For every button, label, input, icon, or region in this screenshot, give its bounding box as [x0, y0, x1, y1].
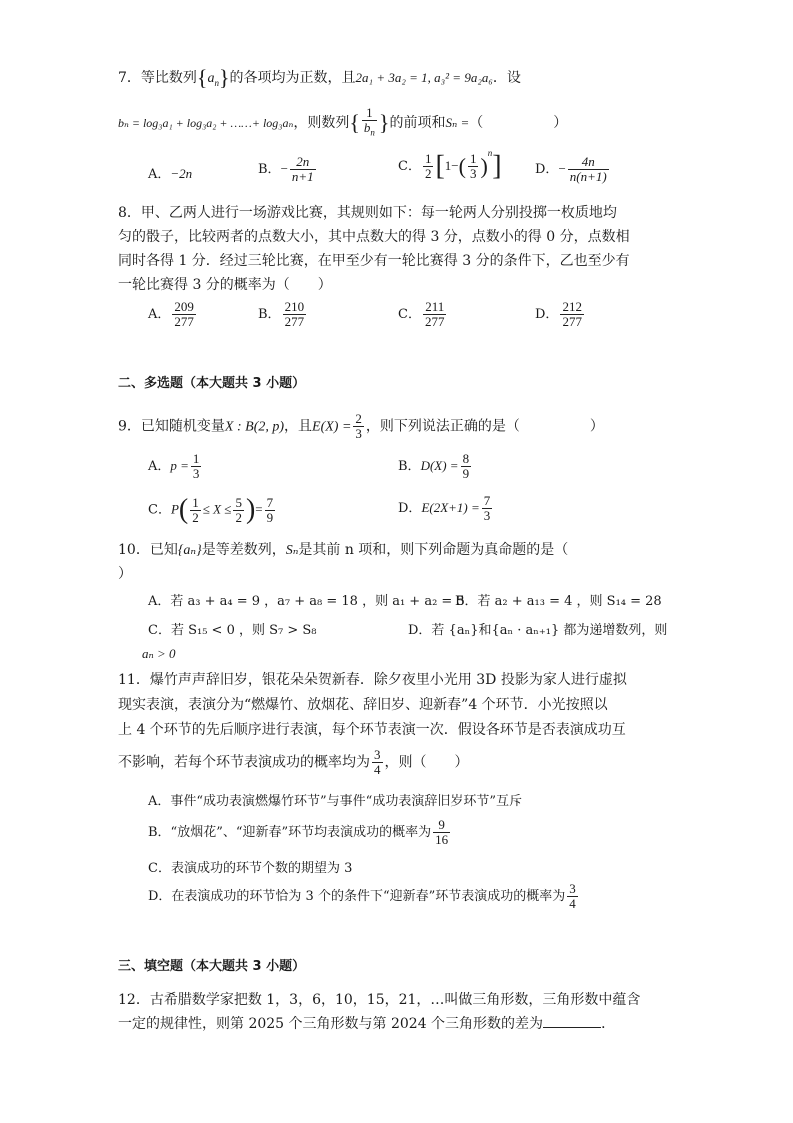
q7-stem-mid2: ，则数列 — [293, 114, 350, 131]
q8-line3: 同时各得 1 分．经过三轮比赛，在甲至少有一轮比赛得 3 分的条件下，乙也至少有 — [118, 253, 630, 269]
q11-option-d: D．在表演成功的环节恰为 3 个的条件下“迎新春”环节表演成功的概率为 $\frac{3}{4}$ — [148, 881, 576, 911]
q11-line4: 不影响，若每个环节表演成功的概率均为 $\frac{3}{4}$ ，则（ ） — [118, 747, 469, 777]
q7-line1: 7．等比数列$\{a_n\}$的各项均为正数，且2a₁ + 3a₂ = 1, a₃² = 9a₂a₆．设 — [118, 65, 521, 90]
q8-option-d: D． $\frac{212}{277}$ — [535, 299, 582, 329]
q12-line2: 一定的规律性，则第 2025 个三角形数与第 2024 个三角形数的差为 ． — [118, 1013, 615, 1034]
q7-stem-start: 7．等比数列 — [118, 70, 197, 86]
q11-line3: 上 4 个环节的先后顺序进行表演，每个环节表演一次．假设各环节是否表演成功互 — [118, 722, 626, 738]
q8-option-b: B． $\frac{210}{277}$ — [258, 299, 305, 329]
q7-option-a: A．−2n — [148, 166, 193, 182]
q10-option-b: B．若 a₂ + a₁₃ = 4 ，则 S₁₄ = 28 — [455, 594, 662, 609]
q8-option-a: A． $\frac{209}{277}$ — [148, 299, 194, 329]
q7-answer-paren: （ ） — [469, 114, 568, 131]
q9-option-b: B．D(X) = $\frac{8}{9}$ — [398, 451, 470, 481]
q7-stem-post: ．设 — [492, 70, 521, 86]
q12-answer-blank[interactable] — [543, 1013, 601, 1028]
q8-line2: 匀的骰子，比较两者的点数大小，其中点数大的得 3 分，点数小的得 0 分，点数相 — [118, 229, 630, 245]
q10-option-d-tail: aₙ > 0 — [142, 646, 176, 661]
q9-option-d: D．E(2X+1) = $\frac{7}{3}$ — [398, 493, 491, 523]
q11-line2: 现实表演，表演分为“燃爆竹、放烟花、辞旧岁、迎新春”4 个环节．小光按照以 — [118, 697, 608, 713]
q12-line1: 12．古希腊数学家把数 1，3，6，10，15，21，…叫做三角形数，三角形数中蕴含 — [118, 992, 641, 1008]
q10-line1: 10．已知{aₙ}是等差数列，Sₙ是其前 n 项和，则下列命题为真命题的是（ — [118, 542, 569, 558]
q8-line4: 一轮比赛得 3 分的概率为（ ） — [118, 277, 332, 293]
q8-line1: 8．甲、乙两人进行一场游戏比赛，其规则如下：每一轮两人分别投掷一枚质地均 — [118, 205, 617, 221]
q11-line1: 11．爆竹声声辞旧岁，银花朵朵贺新春．除夕夜里小光用 3D 投影为家人进行虚拟 — [118, 672, 627, 688]
q10-option-c: C．若 S₁₅ < 0 ，则 S₇ > S₈ — [148, 623, 317, 638]
q7-line2: bₙ = log₃a₁ + log₃a₂ + ……+ log₃aₙ，则数列{ $\frac{1}{b_n}$ }的前项和Sₙ =（ ） — [118, 105, 568, 138]
q7-sn: Sₙ = — [445, 114, 470, 130]
q7-bn-def: bₙ = log₃a₁ + log₃a₂ + ……+ log₃aₙ — [118, 115, 294, 130]
q10-option-a: A．若 a₃ + a₄ = 9 ，a₇ + a₈ = 18 ，则 a₁ + a₂ = 5 — [148, 594, 465, 609]
q11-option-c: C．表演成功的环节个数的期望为 3 — [148, 861, 353, 876]
q7-option-b: B．− $\frac{2n}{n+1}$ — [258, 154, 314, 184]
section-multiple-choice-heading: 二、多选题（本大题共 3 小题） — [118, 376, 306, 391]
q7-condition: 2a₁ + 3a₂ = 1, a₃² = 9a₂a₆ — [355, 70, 493, 85]
q11-option-a: A．事件“成功表演燃爆竹环节”与事件“成功表演辞旧岁环节”互斥 — [148, 794, 522, 809]
q9-option-c: C．P( $\frac{1}{2}$ ≤ X ≤ $\frac{5}{2}$ )= $\frac{7}{9}$ — [148, 494, 274, 525]
q7-option-c: C． $\frac{1}{2}$ [1−( $\frac{1}{3}$ )$^n$] — [398, 148, 502, 182]
q7-stem-mid: 的各项均为正数，且 — [229, 70, 356, 86]
q10-line2: ） — [118, 566, 132, 582]
q8-option-c: C． $\frac{211}{277}$ — [398, 299, 445, 329]
section-fill-in-heading: 三、填空题（本大题共 3 小题） — [118, 959, 306, 974]
q9-option-a: A．p = $\frac{1}{3}$ — [148, 451, 200, 481]
q7-stem-post2: 的前项和 — [389, 114, 446, 131]
q11-option-b: B．“放烟花”、“迎新春”环节均表演成功的概率为 $\frac{9}{16}$ — [148, 817, 449, 847]
q7-option-d: D．− $\frac{4n}{n(n+1)}$ — [535, 154, 607, 184]
q10-option-d: D．若 {aₙ}和{aₙ · aₙ₊₁} 都为递增数列，则 — [408, 623, 668, 638]
q9-stem: 9．已知随机变量X : B(2, p)，且E(X) = $\frac{2}{3}$ ，则下列说法正确的是（ ） — [118, 411, 604, 441]
